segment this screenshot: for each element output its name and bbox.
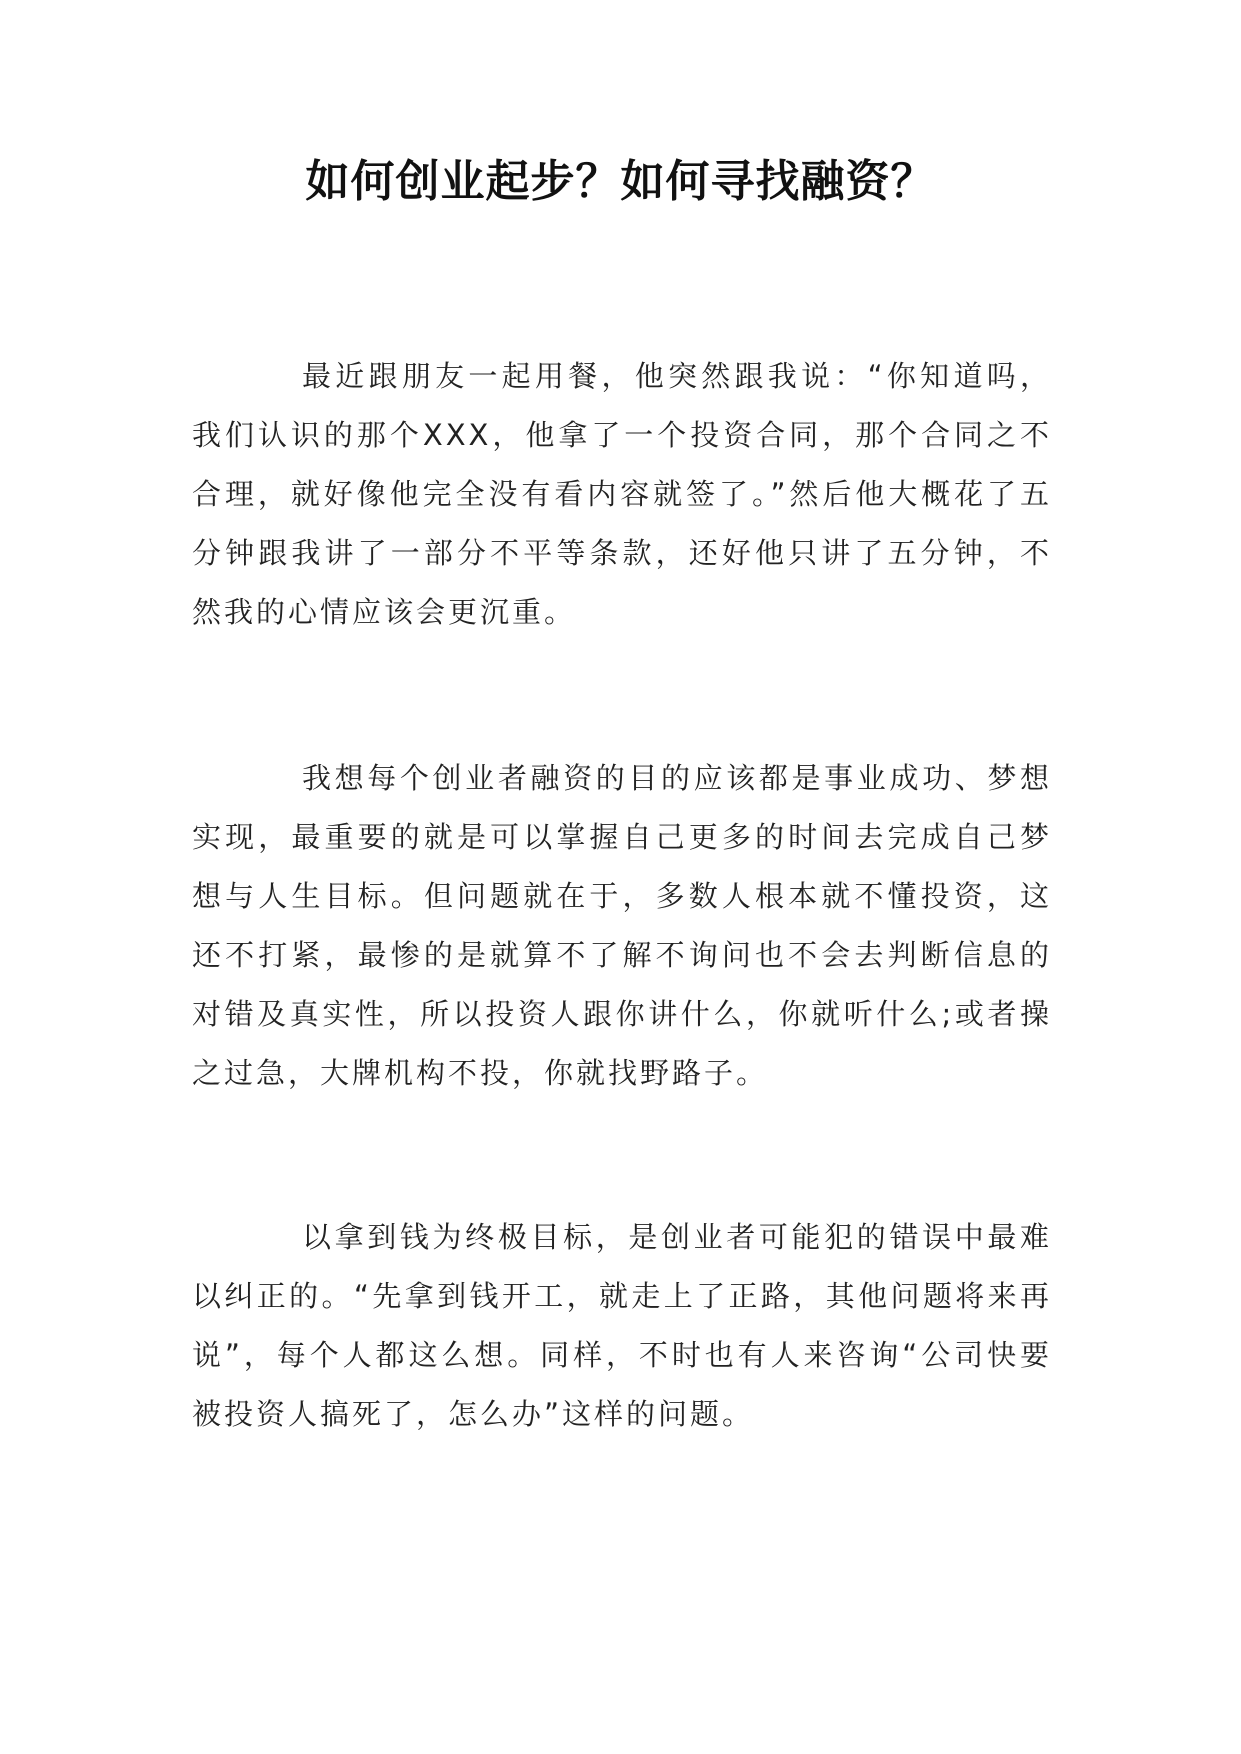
paragraph: 以拿到钱为终极目标，是创业者可能犯的错误中最难以纠正的。“先拿到钱开工，就走上了正路，其他问题将来再说”，每个人都这么想。同样，不时也有人来咨询“公司快要被投资人搞死了，怎么办”这样的问题。 [192,1220,1052,1431]
paragraph: 我想每个创业者融资的目的应该都是事业成功、梦想实现，最重要的就是可以掌握自己更多的时间去完成自己梦想与人生目标。但问题就在于，多数人根本就不懂投资，这还不打紧，最惨的是就算不了解不询问也不会去判断信息的对错及真实性，所以投资人跟你讲什么，你就听什么;或者操之过急，大牌机构不投，你就找野路子。 [192,761,1052,1090]
paragraph: 最近跟朋友一起用餐，他突然跟我说：“你知道吗，我们认识的那个XXX，他拿了一个投资合同，那个合同之不合理，就好像他完全没有看内容就签了。”然后他大概花了五分钟跟我讲了一部分不平等条款，还好他只讲了五分钟，不然我的心情应该会更沉重。 [192,359,1052,629]
document-title: 如何创业起步？如何寻找融资？ [305,156,936,207]
